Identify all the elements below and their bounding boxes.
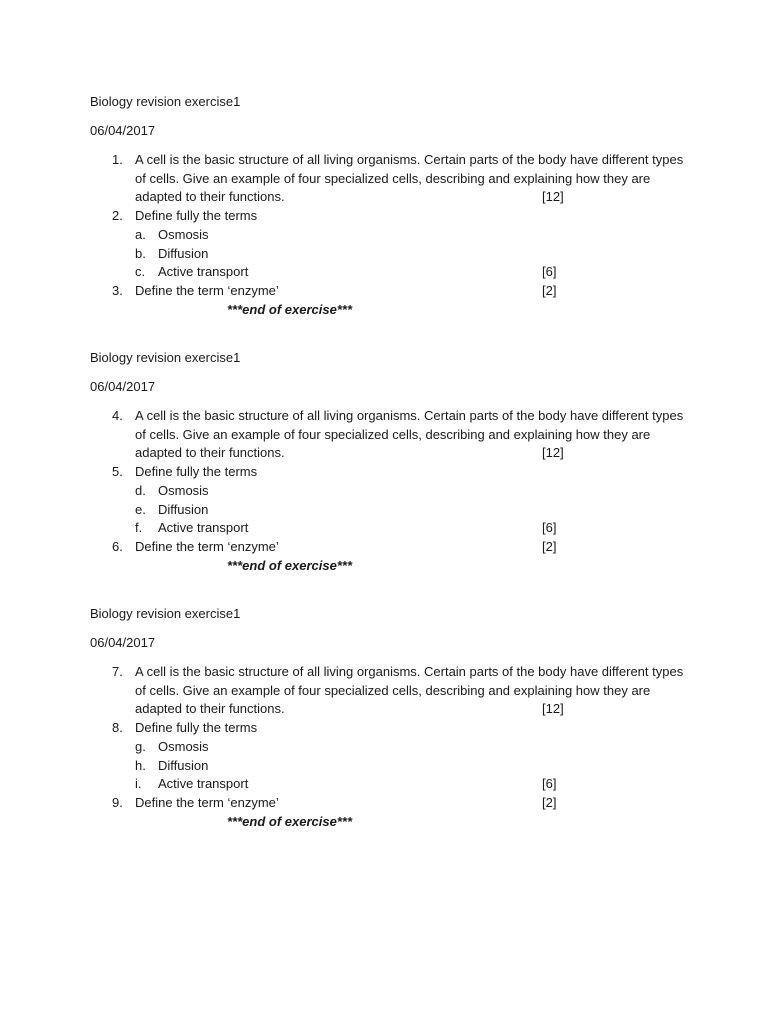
question-text-line: A cell is the basic structure of all living organisms. Certain parts of the body have different types — [135, 408, 684, 423]
sub-item-text: Diffusion — [158, 501, 209, 517]
end-of-exercise: ***end of exercise*** — [227, 558, 353, 573]
sub-item-letter: b. — [135, 245, 146, 261]
end-of-exercise: ***end of exercise*** — [227, 302, 353, 317]
question-marks: [12] — [542, 189, 564, 204]
exercise-date: 06/04/2017 — [90, 635, 156, 650]
question-text-line: A cell is the basic structure of all living organisms. Certain parts of the body have different types — [135, 664, 684, 679]
question-text-line: adapted to their functions. — [135, 445, 285, 460]
question-number: 4. — [112, 408, 123, 423]
question-number: 2. — [112, 208, 123, 223]
question-text-line: of cells. Give an example of four specialized cells, describing and explaining how they are — [135, 170, 651, 186]
sub-item-letter: d. — [135, 483, 146, 498]
question-number: 1. — [112, 152, 123, 167]
sub-item-letter: a. — [135, 227, 146, 242]
question-marks: [6] — [542, 520, 557, 535]
question-marks: [12] — [542, 445, 564, 460]
exercise-title: Biology revision exercise1 — [90, 606, 241, 621]
sub-item-text: Osmosis — [158, 227, 209, 242]
question-text: Define the term ‘enzyme’ — [135, 795, 279, 810]
question-number: 6. — [112, 539, 123, 554]
question-text: Define fully the terms — [135, 720, 258, 735]
sub-item-letter: c. — [135, 264, 146, 279]
question-text-line: A cell is the basic structure of all living organisms. Certain parts of the body have different types — [135, 152, 684, 167]
question-number: 8. — [112, 720, 123, 735]
question-text-line: adapted to their functions. — [135, 701, 285, 716]
question-marks: [2] — [542, 795, 557, 810]
question-marks: [2] — [542, 539, 557, 554]
sub-item-letter: h. — [135, 757, 146, 773]
question-marks: [2] — [542, 283, 557, 298]
sub-item-text: Active transport — [158, 776, 249, 791]
exercise-date: 06/04/2017 — [90, 379, 156, 394]
question-marks: [12] — [542, 701, 564, 716]
end-of-exercise: ***end of exercise*** — [227, 814, 353, 829]
sub-item-letter: i. — [135, 776, 142, 791]
sub-item-text: Active transport — [158, 264, 249, 279]
sub-item-text: Active transport — [158, 520, 249, 535]
exercise-title: Biology revision exercise1 — [90, 94, 241, 109]
exercise-title: Biology revision exercise1 — [90, 350, 241, 365]
sub-item-text: Diffusion — [158, 245, 209, 261]
question-number: 5. — [112, 464, 123, 479]
question-number: 9. — [112, 795, 123, 810]
sub-item-text: Diffusion — [158, 757, 209, 773]
question-text: Define fully the terms — [135, 464, 258, 479]
sub-item-text: Osmosis — [158, 739, 209, 754]
sub-item-letter: g. — [135, 739, 146, 754]
question-marks: [6] — [542, 264, 557, 279]
sub-item-letter: f. — [135, 520, 143, 535]
question-text-line: of cells. Give an example of four specialized cells, describing and explaining how they are — [135, 426, 651, 442]
question-text: Define the term ‘enzyme’ — [135, 283, 279, 298]
question-number: 3. — [112, 283, 123, 298]
sub-item-letter: e. — [135, 501, 146, 517]
question-number: 7. — [112, 664, 123, 679]
question-text-line: of cells. Give an example of four specialized cells, describing and explaining how they are — [135, 682, 651, 698]
sub-item-text: Osmosis — [158, 483, 209, 498]
question-text: Define fully the terms — [135, 208, 258, 223]
question-text-line: adapted to their functions. — [135, 189, 285, 204]
question-marks: [6] — [542, 776, 557, 791]
question-text: Define the term ‘enzyme’ — [135, 539, 279, 554]
exercise-date: 06/04/2017 — [90, 123, 156, 138]
